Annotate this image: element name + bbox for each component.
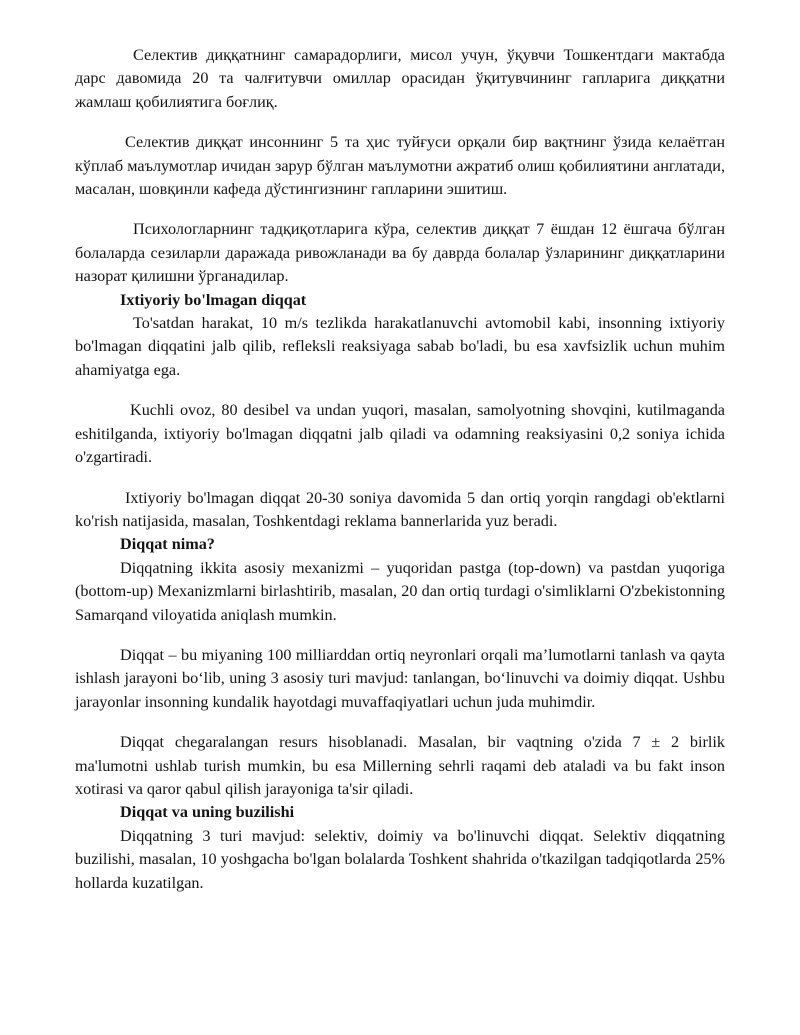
- paragraph-selective-efficiency: Селектив диққатнинг самарадорлиги, мисол учун, ўқувчи Тошкентдаги мактабда дарс давомида 20 та чалғитувчи омиллар орасидан ўқитувчининг гапларига диққатни жамлаш қобилиятига боғлиқ.: [75, 46, 725, 111]
- heading-attention-disorders: Diqqat va uning buzilishi: [120, 803, 295, 822]
- paragraph-attention-definition: Diqqat – bu miyaning 100 milliarddan ortiq neyronlari orqali ma’lumotlarni tanlash va qayta ishlash jarayoni bo‘lib, uning 3 asosiy turi mavjud: tanlangan, bo‘linuvchi va doimiy diqqat. Ushbu jarayonlar insonning kundalik hayotdagi muvaffaqiyatlari uchun juda muhimdir.: [75, 645, 725, 711]
- document-page: [75, 44, 725, 895]
- heading-what-is-attention: Diqqat nima?: [120, 535, 215, 554]
- paragraph-involuntary-sound: Kuchli ovoz, 80 desibel va undan yuqori, masalan, samolyotning shovqini, kutilmaganda eshitilganda, ixtiyoriy bo'lmagan diqqatni jalb qiladi va odamning reaksiyasini 0,2 soniya ichida o'zgartiradi.: [75, 401, 725, 467]
- paragraph-attention-types-disorders: Diqqatning 3 turi mavjud: selektiv, doimiy va bo'linuvchi diqqat. Selektiv diqqatning buzilishi, masalan, 10 yoshgacha bo'lgan bolalarda Toshkent shahrida o'tkazilgan tadqiqotlarda 25% hollarda kuzatilgan.: [75, 826, 725, 892]
- heading-involuntary-attention: Ixtiyoriy bo'lmagan diqqat: [120, 290, 307, 309]
- paragraph-involuntary-motion: To'satdan harakat, 10 m/s tezlikda harakatlanuvchi avtomobil kabi, insonning ixtiyoriy bo'lmagan diqqatini jalb qilib, refleksli reaksiyaga sabab bo'ladi, bu esa xavfsizlik uchun muhim ahamiyatga ega.: [75, 314, 725, 379]
- paragraph-involuntary-colors: Ixtiyoriy bo'lmagan diqqat 20-30 soniya davomida 5 dan ortiq yorqin rangdagi ob'ektlarni ko'rish natijasida, masalan, Toshkentdagi reklama bannerlarida yuz beradi.: [75, 488, 725, 530]
- paragraph-attention-limited-resource: Diqqat chegaralangan resurs hisoblanadi. Masalan, bir vaqtning o'zida 7 ± 2 birlik ma'lumotni ushlab turish mumkin, bu esa Millerning sehrli raqami deb ataladi va bu fakt inson xotirasi va qaror qabul qilish jarayoniga ta'sir qiladi.: [75, 733, 725, 798]
- paragraph-selective-definition: Селектив диққат инсоннинг 5 та ҳис туйғуси орқали бир вақтнинг ўзида келаётган кўплаб маълумотлар ичидан зарур бўлган маълумотни ажратиб олиш қобилиятини англатади, масалан, шовқинли кафеда дўстингизнинг гапларини эшитиш.: [75, 133, 725, 199]
- paragraph-attention-mechanisms: Diqqatning ikkita asosiy mexanizmi – yuqoridan pastga (top-down) va pastdan yuqoriga (bottom-up) Mexanizmlarni birlashtirib, masalan, 20 dan ortiq turdagi o'simliklarni O'zbekistonning Samarqand viloyatida aniqlash mumkin.: [75, 558, 725, 624]
- paragraph-selective-development: Психологларнинг тадқиқотларига кўра, селектив диққат 7 ёшдан 12 ёшгача бўлган болаларда сезиларли даражада ривожланади ва бу даврда болалар ўзларининг диққатларини назорат қилишни ўрганадилар.: [75, 220, 725, 286]
